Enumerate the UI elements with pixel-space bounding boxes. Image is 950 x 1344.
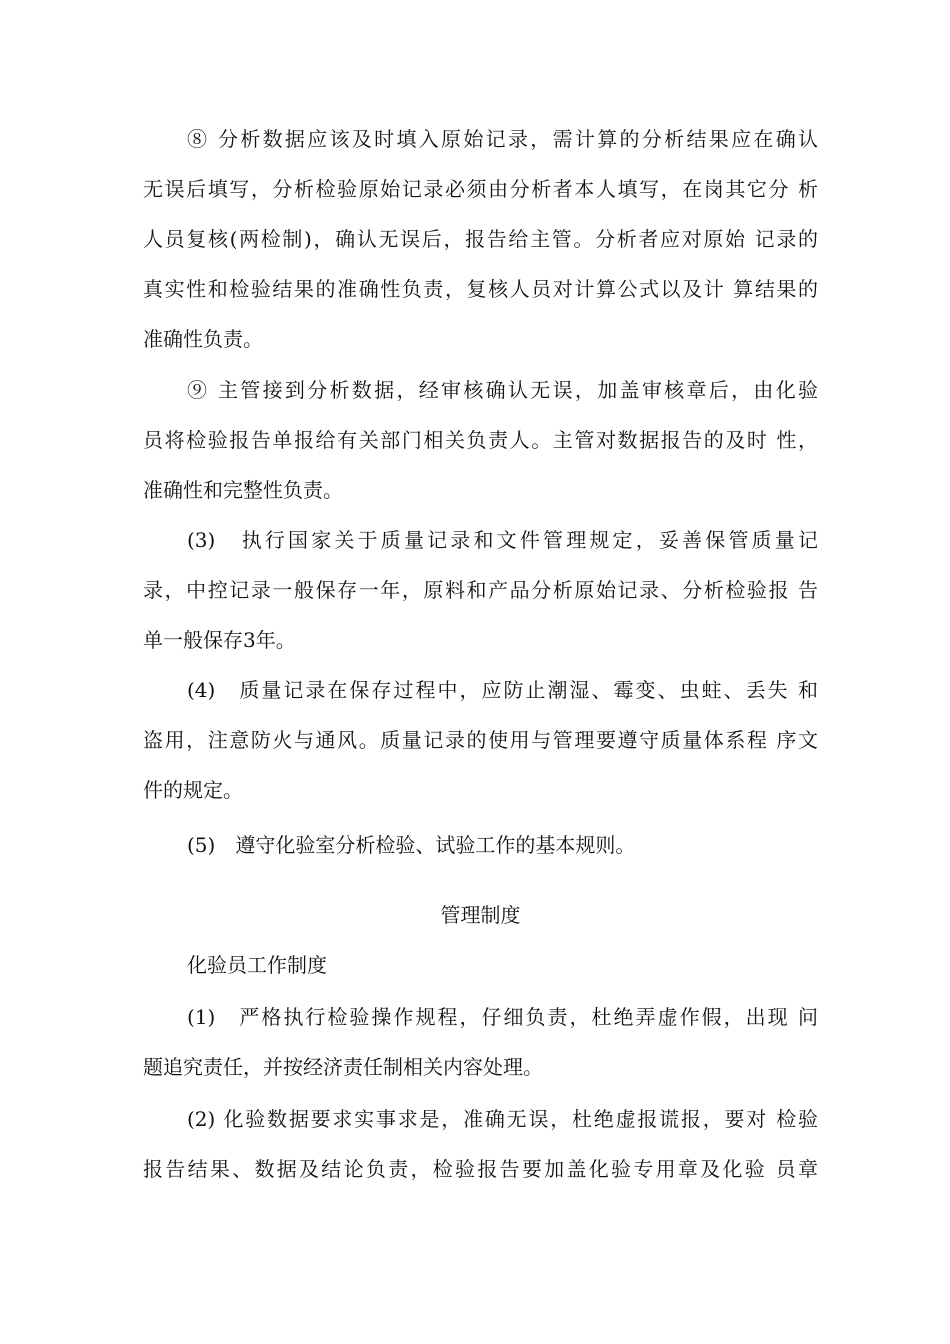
text-line: 单一般保存3年。 — [143, 628, 296, 652]
text-line: (2) 化验数据要求实事求是，准确无误，杜绝虚报谎报，要对 检验 — [187, 1107, 818, 1131]
text-line: ⑧ 分析数据应该及时填入原始记录，需计算的分析结果应在确认 — [187, 127, 818, 151]
text-line: 员将检验报告单报给有关部门相关负责人。主管对数据报告的及时 性， — [143, 428, 818, 452]
text-line: 准确性负责。 — [143, 327, 263, 351]
text-line: (3) 执行国家关于质量记录和文件管理规定，妥善保管质量记 — [187, 528, 818, 552]
text-line: 人员复核(两检制)，确认无误后，报告给主管。分析者应对原始 记录的 — [143, 227, 818, 251]
subsection-heading: 化验员工作制度 — [187, 953, 327, 977]
text-line: 准确性和完整性负责。 — [143, 478, 343, 502]
text-line: 无误后填写，分析检验原始记录必须由分析者本人填写，在岗其它分 析 — [143, 177, 818, 201]
text-line: 报告结果、数据及结论负责，检验报告要加盖化验专用章及化验 员章 — [143, 1157, 818, 1181]
text-line: (5) 遵守化验室分析检验、试验工作的基本规则。 — [187, 833, 636, 857]
text-line: 件的规定。 — [143, 778, 243, 802]
text-line: 题追究责任，并按经济责任制相关内容处理。 — [143, 1055, 543, 1079]
text-line: 录，中控记录一般保存一年，原料和产品分析原始记录、分析检验报 告 — [143, 578, 818, 602]
text-line: (1) 严格执行检验操作规程，仔细负责，杜绝弄虚作假，出现 问 — [187, 1005, 818, 1029]
text-line: 盗用，注意防火与通风。质量记录的使用与管理要遵守质量体系程 序文 — [143, 728, 818, 752]
text-line: 真实性和检验结果的准确性负责，复核人员对计算公式以及计 算结果的 — [143, 277, 818, 301]
text-line: ⑨ 主管接到分析数据，经审核确认无误，加盖审核章后，由化验 — [187, 378, 818, 402]
text-line: (4) 质量记录在保存过程中，应防止潮湿、霉变、虫蛀、丢失 和 — [187, 678, 818, 702]
section-heading: 管理制度 — [440, 903, 521, 927]
